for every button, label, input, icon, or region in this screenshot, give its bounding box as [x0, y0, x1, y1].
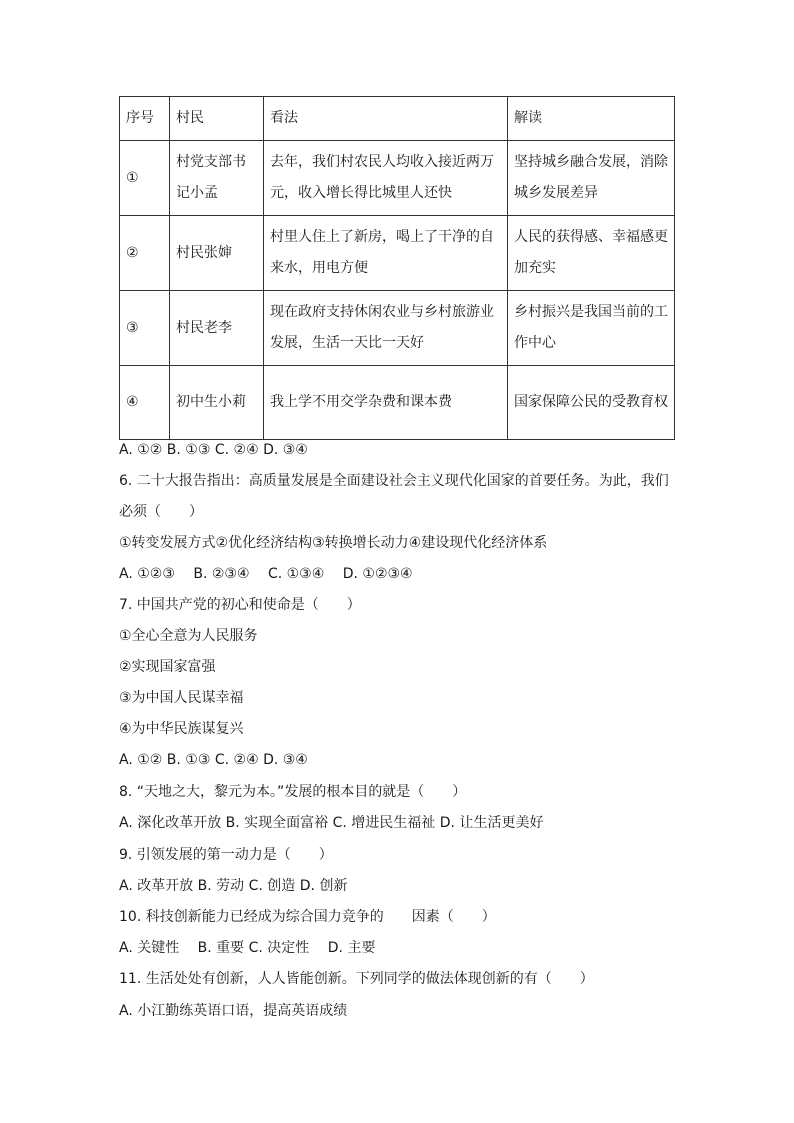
table-header-row: [120, 97, 675, 141]
cell-villager: 村民张婶: [170, 216, 264, 291]
cell-interpretation: 乡村振兴是我国当前的工作中心: [508, 291, 675, 366]
table-row: [120, 141, 675, 216]
cell-villager: 村民老李: [170, 291, 264, 366]
header-cell-index: 序号: [120, 97, 170, 141]
q5-answer-options: A. ①② B. ①③ C. ②④ D. ③④: [119, 442, 308, 458]
header-cell-villager: 村民: [170, 97, 264, 141]
cell-villager: 村党支部书记小孟: [170, 141, 264, 216]
cell-interpretation: 人民的获得感、幸福感更加充实: [508, 216, 675, 291]
cell-index: ②: [120, 216, 170, 291]
cell-index: ③: [120, 291, 170, 366]
q11-option-a: A. 小江勤练英语口语，提高英语成绩: [119, 1003, 348, 1019]
q6-statements: ①转变发展方式②优化经济结构③转换增长动力④建设现代化经济体系: [119, 535, 548, 551]
q7-statement-3: ③为中国人民谋幸福: [119, 690, 244, 706]
cell-opinion: 现在政府支持休闲农业与乡村旅游业发展，生活一天比一天好: [264, 291, 508, 366]
q8-stem: 8. “天地之大，黎元为本。”发展的根本目的就是（ ）: [119, 784, 467, 800]
q7-statement-4: ④为中华民族谋复兴: [119, 721, 244, 737]
q6-stem-cont: 必须（ ）: [119, 504, 203, 520]
table-row: [120, 366, 675, 440]
q11-stem: 11. 生活处处有创新，人人皆能创新。下列同学的做法体现创新的有（ ）: [119, 971, 594, 987]
q9-stem: 9. 引领发展的第一动力是（ ）: [119, 847, 333, 863]
header-cell-opinion: 看法: [264, 97, 508, 141]
cell-interpretation: 国家保障公民的受教育权: [508, 366, 675, 440]
cell-interpretation: 坚持城乡融合发展，消除城乡发展差异: [508, 141, 675, 216]
table-row: [120, 216, 675, 291]
cell-opinion: 我上学不用交学杂费和课本费: [264, 366, 508, 440]
cell-index: ①: [120, 141, 170, 216]
cell-opinion: 村里人住上了新房，喝上了干净的自来水，用电方便: [264, 216, 508, 291]
q9-answer-options: A. 改革开放 B. 劳动 C. 创造 D. 创新: [119, 878, 348, 894]
q7-stem: 7. 中国共产党的初心和使命是（ ）: [119, 597, 361, 613]
q7-statement-2: ②实现国家富强: [119, 659, 216, 675]
cell-villager: 初中生小莉: [170, 366, 264, 440]
q6-answer-options: A. ①②③ B. ②③④ C. ①③④ D. ①②③④: [119, 566, 413, 582]
q7-statement-1: ①全心全意为人民服务: [119, 628, 258, 644]
cell-index: ④: [120, 366, 170, 440]
q8-answer-options: A. 深化改革开放 B. 实现全面富裕 C. 增进民生福祉 D. 让生活更美好: [119, 815, 544, 831]
villager-opinion-table: [119, 96, 675, 440]
q10-answer-options: A. 关键性 B. 重要 C. 决定性 D. 主要: [119, 940, 376, 956]
table-row: [120, 291, 675, 366]
header-cell-interpretation: 解读: [508, 97, 675, 141]
q10-stem: 10. 科技创新能力已经成为综合国力竞争的 因素（ ）: [119, 909, 496, 925]
q7-answer-options: A. ①② B. ①③ C. ②④ D. ③④: [119, 752, 308, 768]
q6-stem: 6. 二十大报告指出：高质量发展是全面建设社会主义现代化国家的首要任务。为此，我们: [119, 473, 669, 489]
cell-opinion: 去年，我们村农民人均收入接近两万元，收入增长得比城里人还快: [264, 141, 508, 216]
